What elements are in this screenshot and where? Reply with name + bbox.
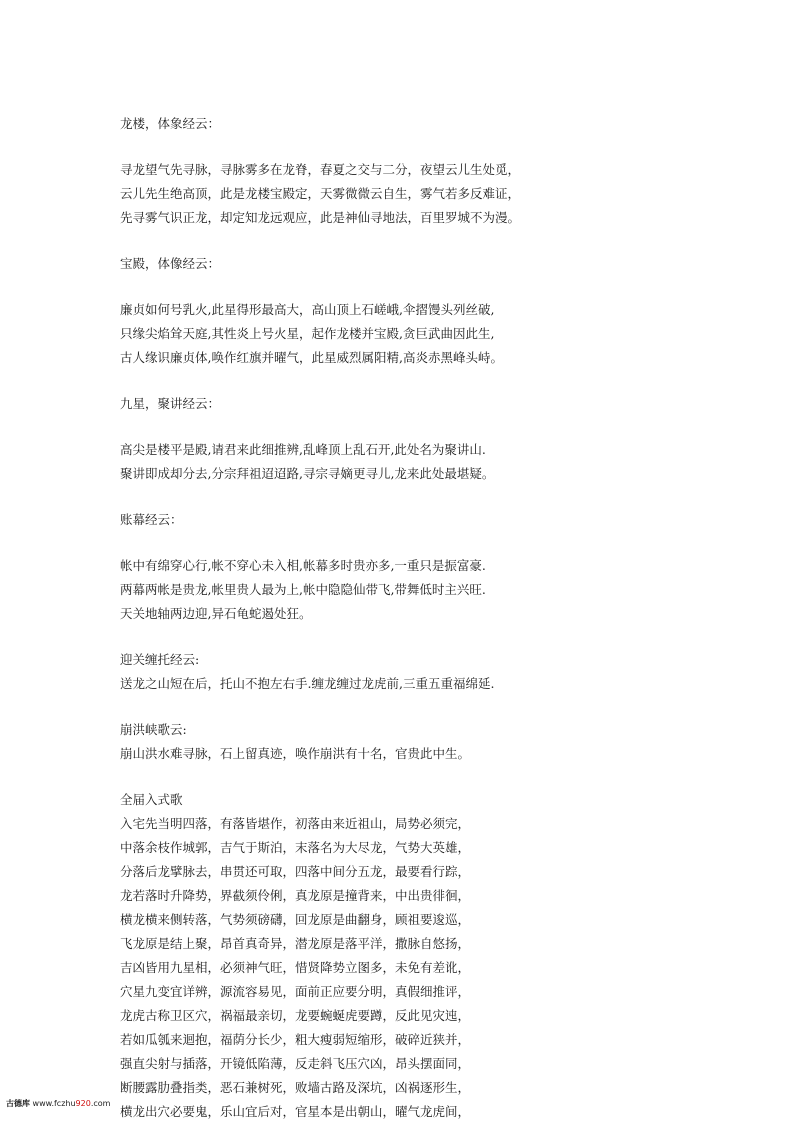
text-line: 古人缘识廉贞体,唤作红旗并曜气，此星威烈属阳精,高炎赤黑峰头峙。 <box>120 350 503 365</box>
text-line: 只缘尖焰耸天庭,其性炎上号火星，起作龙楼并宝殿,贪巨武曲因此生, <box>120 326 495 341</box>
section-quanju <box>120 788 680 1124</box>
text-line: 吉凶皆用九星相，必须神气旺，惜贤降势立图多，未免有差讹， <box>120 960 471 975</box>
text-line: 廉贞如何号乳火,此星得形最高大，高山顶上石嵯峨,伞摺馒头列丝破, <box>120 302 495 317</box>
text-line: 云儿先生绝高顶，此是龙楼宝殿定，天雾微微云自生，雾气若多反难证， <box>120 186 521 201</box>
section-longlou <box>120 112 680 230</box>
text-line: 分落后龙擘脉去，串贯还可取，四落中间分五龙，最要看行踪， <box>120 864 471 879</box>
section-title: 迎关缠托经云: <box>120 652 200 667</box>
text-line: 先寻雾气识正龙，却定知龙远观应，此是神仙寻地法，百里罗城不为漫。 <box>120 210 521 225</box>
text-line: 两幕两帐是贵龙,帐里贵人最为上,帐中隐隐仙带飞,带舞低时主兴旺. <box>120 582 486 597</box>
footer-watermark <box>6 1098 110 1109</box>
text-line: 聚讲即成却分去,分宗拜祖迢迢路,寻宗寻嫡更寻儿,龙来此处最堪疑。 <box>120 466 495 481</box>
footer-url[interactable] <box>33 1099 111 1108</box>
text-line: 天关地轴两边迎,异石龟蛇遏处狂。 <box>120 606 312 621</box>
text-line: 若如瓜瓠来迴抱，福荫分长少，粗大瘦弱短缩形，破碎近狭并， <box>120 1032 471 1047</box>
text-line: 寻龙望气先寻脉，寻脉雾多在龙脊，春夏之交与二分，夜望云儿生处觅， <box>120 162 521 177</box>
footer-url-number: 920 <box>75 1099 91 1108</box>
section-benghong <box>120 718 680 766</box>
section-title: 崩洪峡歌云: <box>120 722 187 737</box>
section-title: 全届入式歌 <box>120 792 183 807</box>
section-baodian <box>120 252 680 370</box>
footer-url-suffix: .com <box>90 1099 111 1108</box>
text-line: 飞龙原是结上聚，昂首真奇异，潜龙原是落平洋，撒脉自悠扬， <box>120 936 471 951</box>
text-line: 穴星九变宜详辨，源流容易见，面前正应要分明，真假细推评， <box>120 984 471 999</box>
text-line: 中落余枝作城郭，吉气于斯泊，末落名为大尽龙，气势大英雄， <box>120 840 471 855</box>
section-zhangmu <box>120 508 680 626</box>
document-body <box>120 112 680 1124</box>
section-title: 九星，聚讲经云： <box>120 396 221 411</box>
text-line: 断腰露肋叠指类，恶石兼树死，败墙古路及深坑，凶祸逐形生， <box>120 1080 471 1095</box>
section-title: 龙楼，体象经云： <box>120 116 221 131</box>
text-line: 崩山洪水难寻脉，石上留真迹，唤作崩洪有十名，官贵此中生。 <box>120 746 471 761</box>
footer-url-prefix: www.fczhu <box>32 1099 76 1108</box>
text-line: 入宅先当明四落，有落皆堪作，初落由来近祖山，局势必须完， <box>120 816 471 831</box>
text-line: 龙若落时升降势，界截须伶俐，真龙原是撞背来，中出贵徘徊， <box>120 888 471 903</box>
text-line: 横龙出穴必要鬼，乐山宜后对，官星本是出朝山，曜气龙虎间， <box>120 1104 471 1119</box>
text-line: 高尖是楼平是殿,请君来此细推辨,乱峰顶上乱石开,此处名为聚讲山. <box>120 442 486 457</box>
footer-site-name: 古德库 <box>6 1099 30 1108</box>
section-jiuxing <box>120 392 680 486</box>
section-title: 账幕经云： <box>120 512 183 527</box>
section-yingguan <box>120 648 680 696</box>
text-line: 强直尖射与插落，开镜低陷薄，反走斜飞压穴凶，昂头摆面同， <box>120 1056 471 1071</box>
text-line: 龙虎古称卫区穴，祸福最亲切，龙要蜿蜒虎要蹲，反此见灾迍， <box>120 1008 471 1023</box>
section-title: 宝殿，体像经云： <box>120 256 221 271</box>
text-line: 帐中有绵穿心行,帐不穿心未入相,帐幕多时贵亦多,一重只是振富豪. <box>120 558 486 573</box>
text-line: 送龙之山短在后，托山不抱左右手.缠龙缠过龙虎前,三重五重福绵延. <box>120 676 495 691</box>
text-line: 横龙横来侧转落，气势须磅礴，回龙原是曲翻身，顾祖要逡巡， <box>120 912 471 927</box>
